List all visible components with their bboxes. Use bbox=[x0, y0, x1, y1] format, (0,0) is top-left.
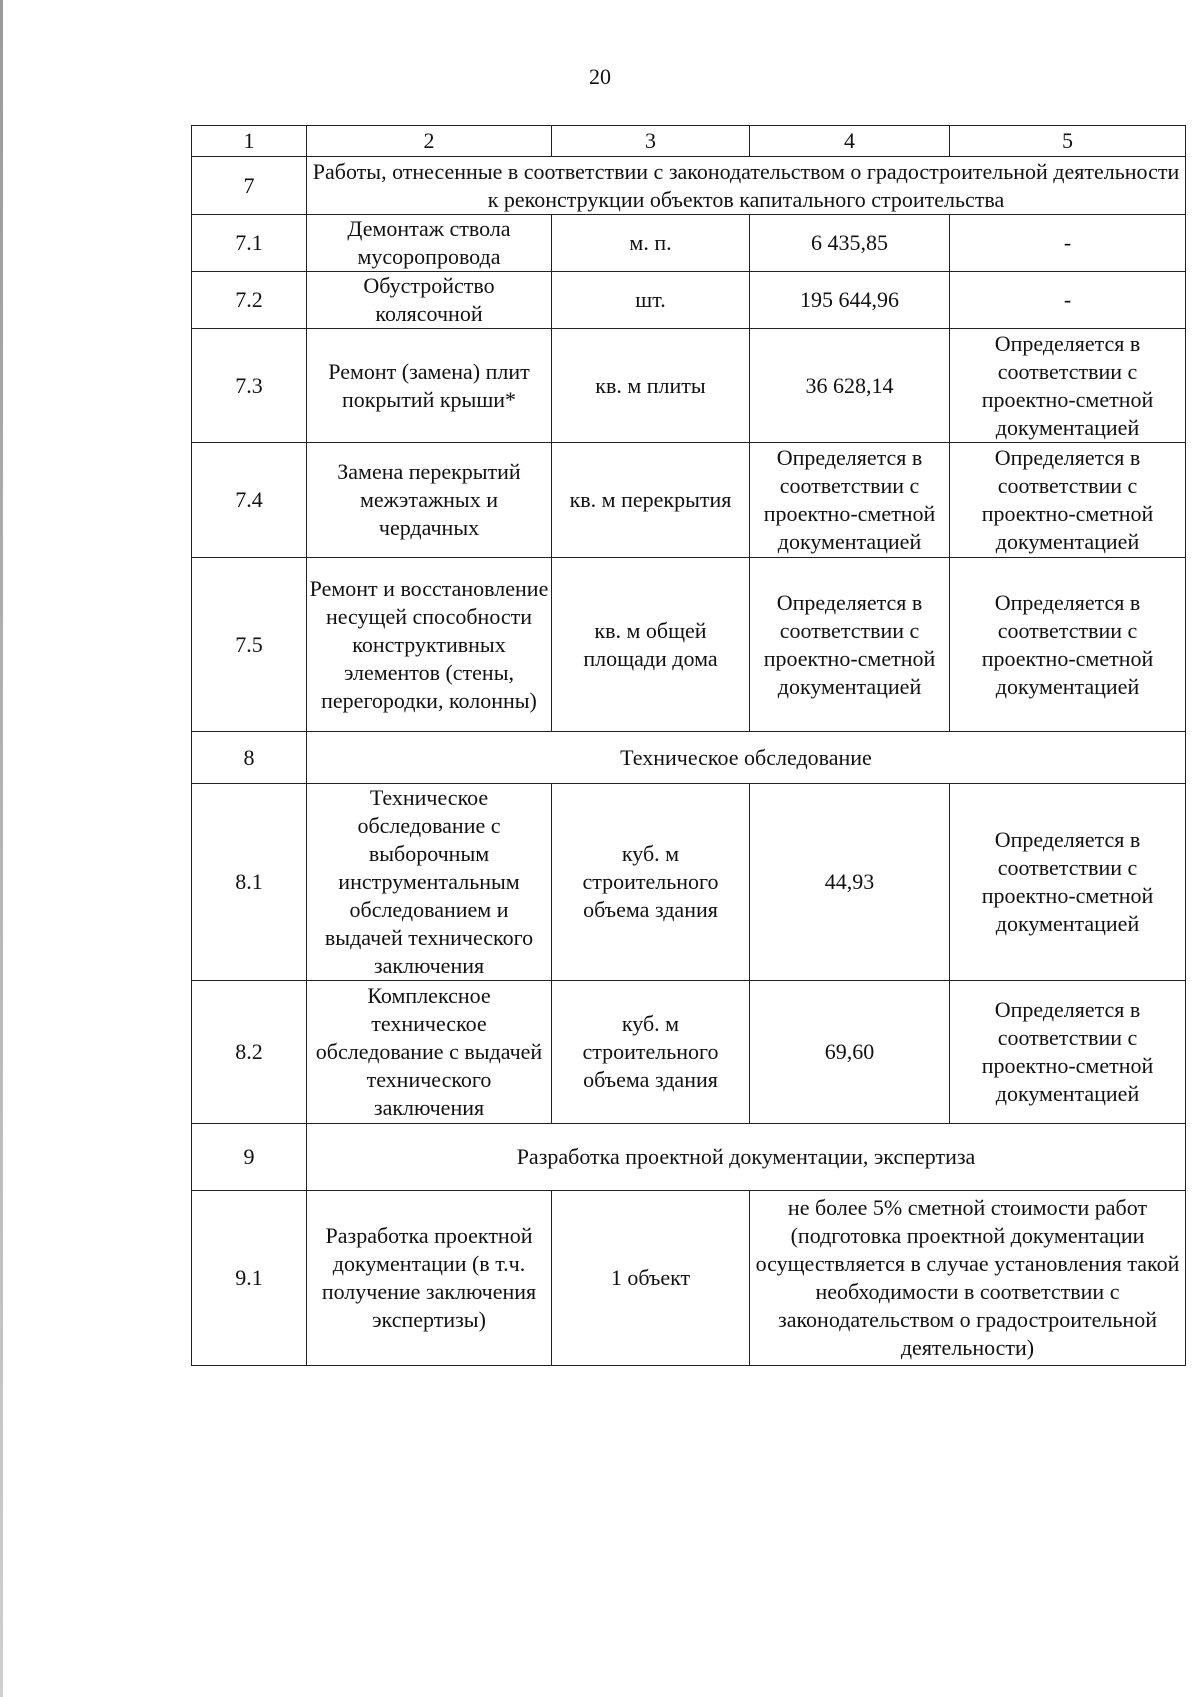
note: Определяется в соответствии с проектно-сметной документацией bbox=[950, 981, 1186, 1124]
work-name: Разработка проектной документации (в т.ч. получение заключения экспертизы) bbox=[307, 1191, 552, 1366]
header-cell-2: 2 bbox=[307, 126, 552, 157]
unit-of-measure: кв. м общей площади дома bbox=[552, 558, 750, 732]
note: Определяется в соответствии с проектно-сметной документацией bbox=[950, 329, 1186, 443]
note: Определяется в соответствии с проектно-сметной документацией bbox=[950, 443, 1186, 558]
rates-table bbox=[191, 125, 1186, 1366]
section-title: Работы, отнесенные в соответствии с законодательством о градостроительной деятельности к реконструкции объектов капитального строительства bbox=[307, 157, 1186, 215]
unit-of-measure: куб. м строительного объема здания bbox=[552, 981, 750, 1124]
header-cell-4: 4 bbox=[750, 126, 950, 157]
unit-of-measure: 1 объект bbox=[552, 1191, 750, 1366]
rate-description: не более 5% сметной стоимости работ (подготовка проектной документации осуществляется в случае установления такой необходимости в соответствии с законодательством о градостроительной деятельности) bbox=[750, 1191, 1186, 1366]
section-title: Разработка проектной документации, экспертиза bbox=[307, 1124, 1186, 1191]
table-row-9-1 bbox=[192, 1191, 1186, 1366]
table-row-7-1 bbox=[192, 215, 1186, 272]
table-row-7-2 bbox=[192, 272, 1186, 329]
work-name: Демонтаж ствола мусоропровода bbox=[307, 215, 552, 272]
section-row-8 bbox=[192, 732, 1186, 784]
unit-of-measure: кв. м плиты bbox=[552, 329, 750, 443]
row-number: 8.1 bbox=[192, 784, 307, 981]
header-cell-5: 5 bbox=[950, 126, 1186, 157]
row-number: 8 bbox=[192, 732, 307, 784]
table-row-7-5 bbox=[192, 558, 1186, 732]
note: Определяется в соответствии с проектно-сметной документацией bbox=[950, 558, 1186, 732]
section-title: Техническое обследование bbox=[307, 732, 1186, 784]
note: Определяется в соответствии с проектно-сметной документацией bbox=[950, 784, 1186, 981]
table-row-7-3 bbox=[192, 329, 1186, 443]
header-cell-3: 3 bbox=[552, 126, 750, 157]
rate-value: Определяется в соответствии с проектно-сметной документацией bbox=[750, 443, 950, 558]
rate-value: Определяется в соответствии с проектно-сметной документацией bbox=[750, 558, 950, 732]
table-header-row bbox=[192, 126, 1186, 157]
unit-of-measure: м. п. bbox=[552, 215, 750, 272]
work-name: Комплексное техническое обследование с выдачей технического заключения bbox=[307, 981, 552, 1124]
unit-of-measure: кв. м перекрытия bbox=[552, 443, 750, 558]
rate-value: 44,93 bbox=[750, 784, 950, 981]
row-number: 7.4 bbox=[192, 443, 307, 558]
row-number: 9.1 bbox=[192, 1191, 307, 1366]
table-row-7-4 bbox=[192, 443, 1186, 558]
rate-value: 69,60 bbox=[750, 981, 950, 1124]
unit-of-measure: шт. bbox=[552, 272, 750, 329]
header-cell-1: 1 bbox=[192, 126, 307, 157]
note: - bbox=[950, 215, 1186, 272]
table-row-8-1 bbox=[192, 784, 1186, 981]
row-number: 7.5 bbox=[192, 558, 307, 732]
scan-page-edge bbox=[0, 0, 3, 1697]
section-row-7 bbox=[192, 157, 1186, 215]
work-name: Ремонт (замена) плит покрытий крыши* bbox=[307, 329, 552, 443]
work-name: Замена перекрытий межэтажных и чердачных bbox=[307, 443, 552, 558]
note: - bbox=[950, 272, 1186, 329]
row-number: 7.2 bbox=[192, 272, 307, 329]
rate-value: 36 628,14 bbox=[750, 329, 950, 443]
work-name: Техническое обследование с выборочным инструментальным обследованием и выдачей технического заключения bbox=[307, 784, 552, 981]
row-number: 7 bbox=[192, 157, 307, 215]
unit-of-measure: куб. м строительного объема здания bbox=[552, 784, 750, 981]
section-row-9 bbox=[192, 1124, 1186, 1191]
row-number: 8.2 bbox=[192, 981, 307, 1124]
row-number: 7.1 bbox=[192, 215, 307, 272]
rate-value: 6 435,85 bbox=[750, 215, 950, 272]
table-row-8-2 bbox=[192, 981, 1186, 1124]
work-name: Ремонт и восстановление несущей способности конструктивных элементов (стены, перегородки, колонны) bbox=[307, 558, 552, 732]
work-name: Обустройство колясочной bbox=[307, 272, 552, 329]
row-number: 7.3 bbox=[192, 329, 307, 443]
row-number: 9 bbox=[192, 1124, 307, 1191]
page-number: 20 bbox=[589, 64, 611, 89]
rate-value: 195 644,96 bbox=[750, 272, 950, 329]
